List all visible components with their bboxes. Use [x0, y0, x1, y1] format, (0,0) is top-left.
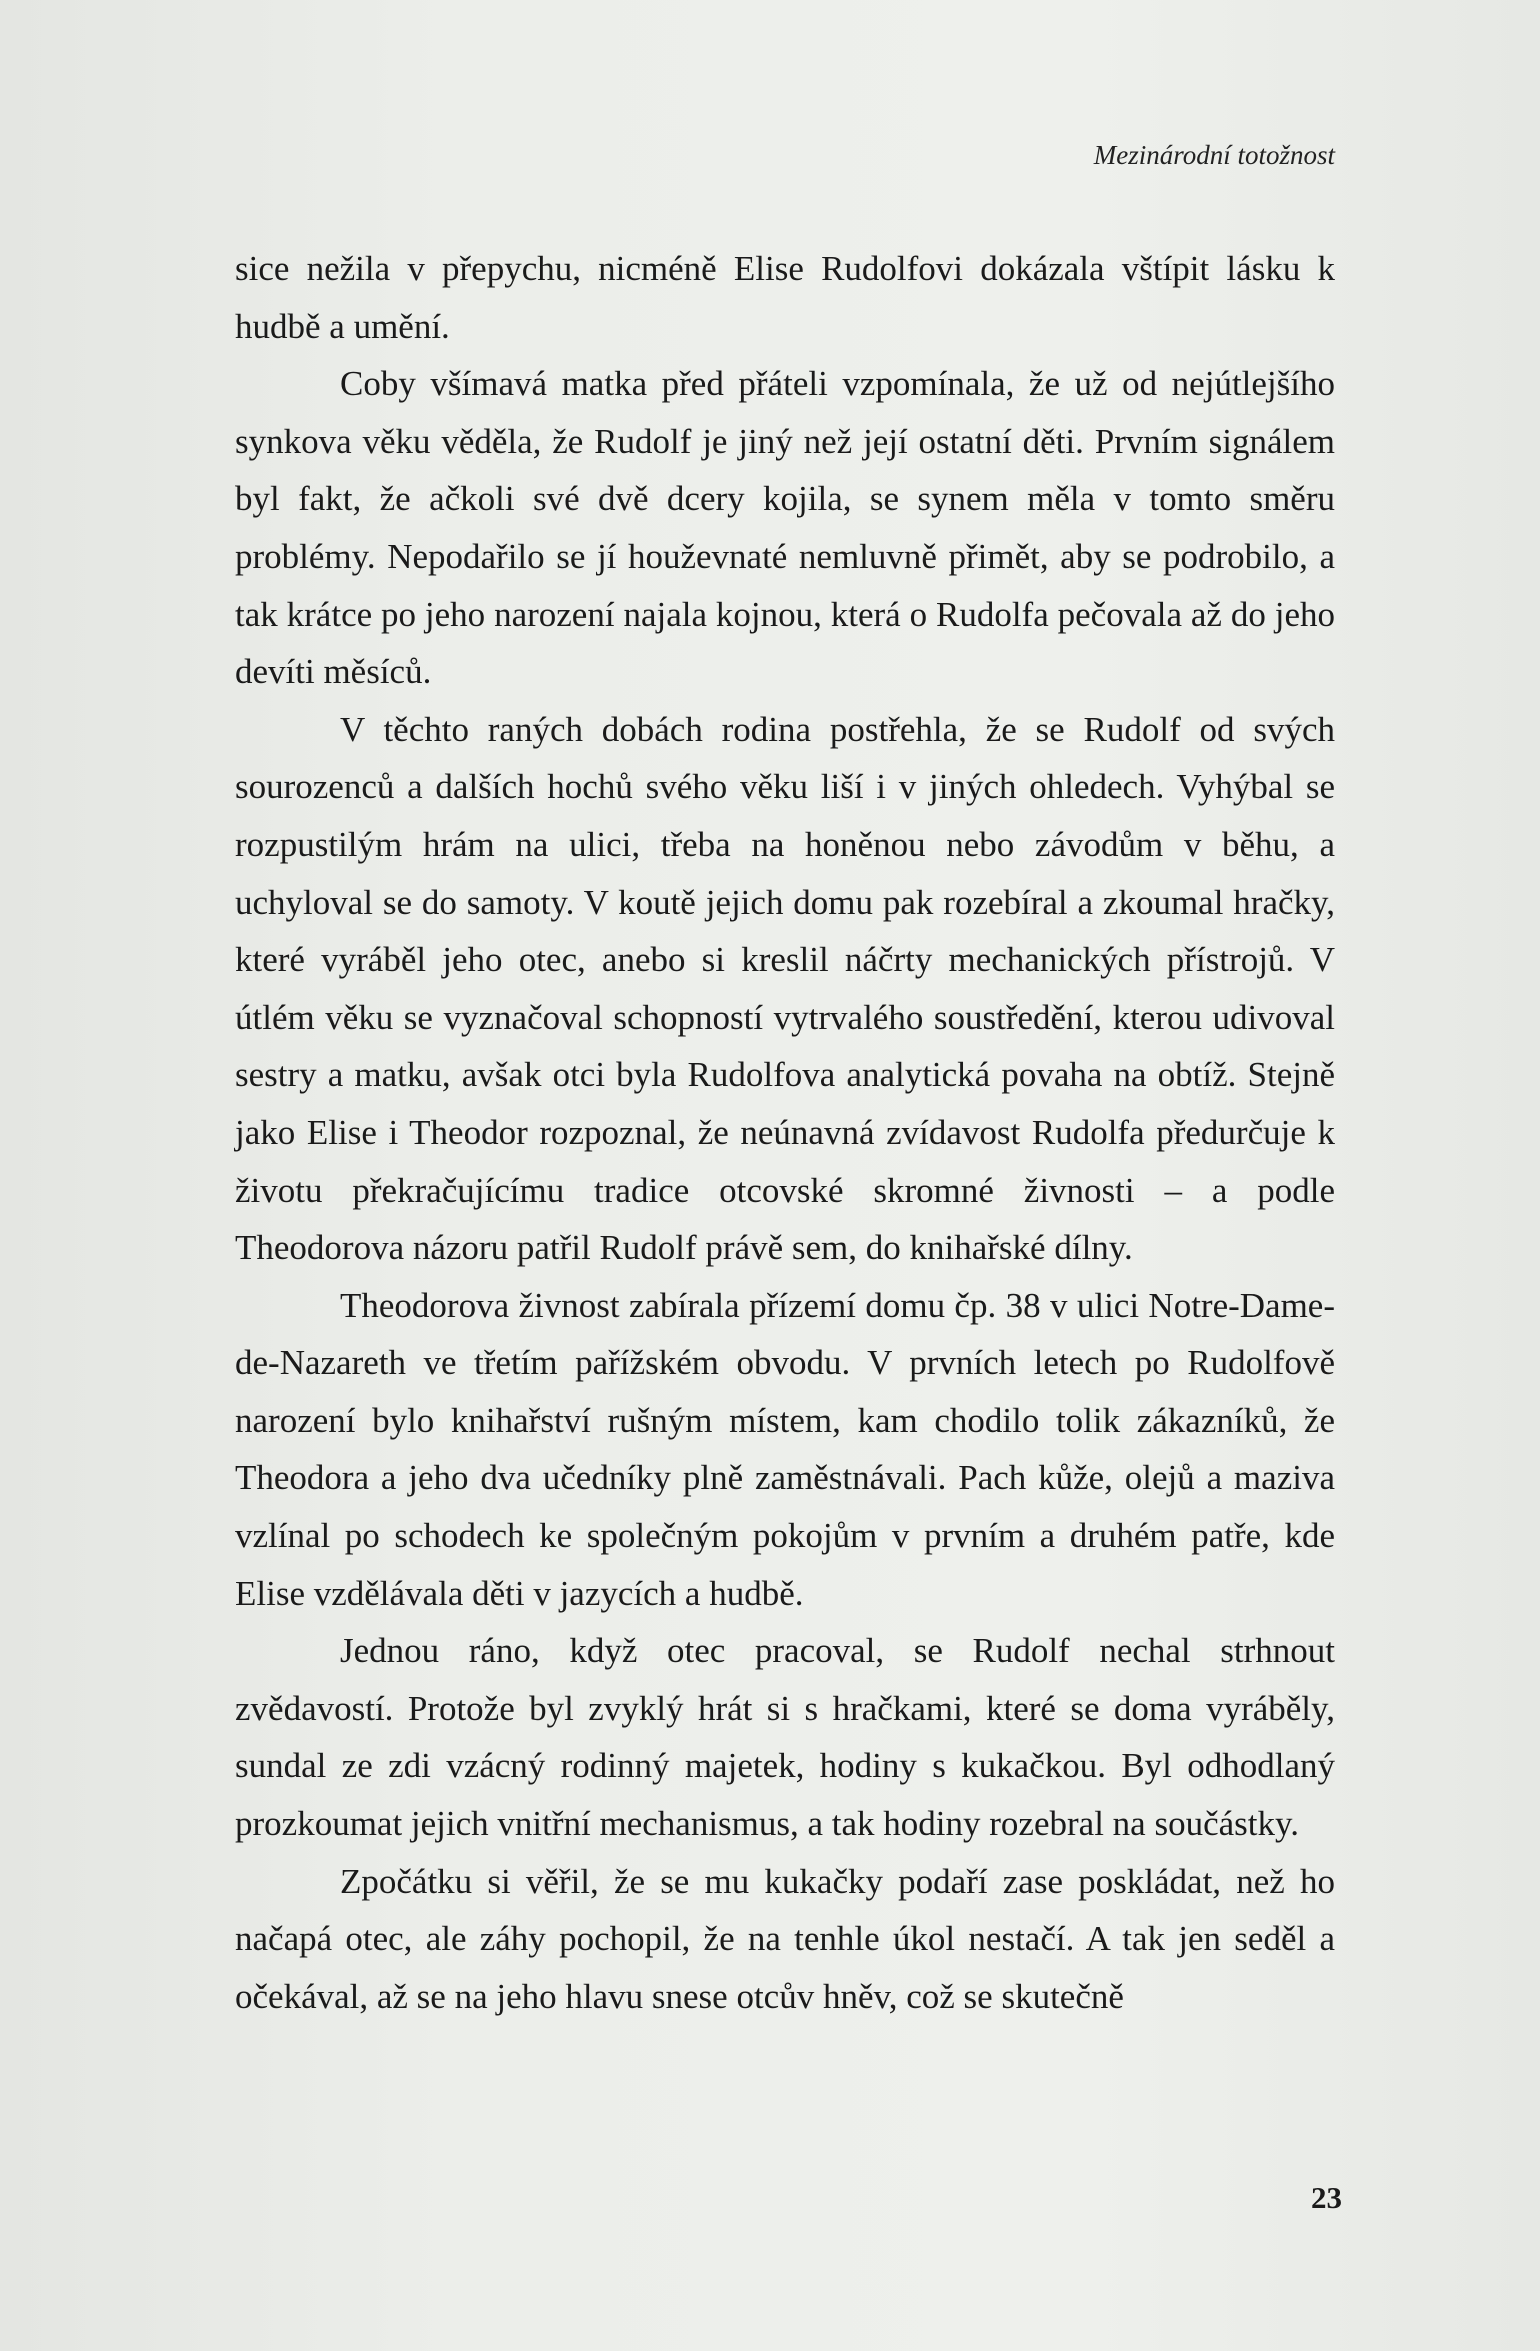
paragraph-5: Jednou ráno, když otec pracoval, se Rudolf nechal strhnout zvědavostí. Protože byl zvyklý hrát si s hračkami, které se doma vyráběly, sundal ze zdi vzácný rodinný majetek, hodiny s kukačkou. Byl odhodlaný prozkoumat jejich vnitřní mechanismus, a tak hodiny rozebral na součástky. — [235, 1631, 1335, 1844]
paragraph-6: Zpočátku si věřil, že se mu kukačky podaří zase poskládat, než ho načapá otec, ale záhy pochopil, že na tenhle úkol nestačí. A tak jen seděl a očekával, až se na jeho hlavu snese otcův hněv, což se skutečně — [235, 1861, 1335, 2016]
paragraph-1: sice nežila v přepychu, nicméně Elise Rudolfovi dokázala vštípit lásku k hudbě a umění. — [235, 249, 1335, 346]
paragraph-2: Coby všímavá matka před přáteli vzpomínala, že už od nejútlejšího synkova věku věděla, že Rudolf je jiný než její ostatní děti. Prvním signálem byl fakt, že ačkoli své dvě dcery kojila, se synem měla v tomto směru problémy. Nepodařilo se jí houževnaté nemluvně přimět, aby se podrobilo, a tak krátce po jeho narození najala kojnou, která o Rudolfa pečovala až do jeho devíti měsíců. — [235, 364, 1335, 692]
running-head: Mezinárodní totožnost — [1093, 140, 1335, 170]
body-text — [235, 240, 1335, 2025]
paragraph-3: V těchto raných dobách rodina postřehla, že se Rudolf od svých sourozenců a dalších hochů svého věku liší i v jiných ohledech. Vyhýbal se rozpustilým hrám na ulici, třeba na honěnou nebo závodům v běhu, a uchyloval se do samoty. V koutě jejich domu pak rozebíral a zkoumal hračky, které vyráběl jeho otec, anebo si kreslil náčrty mechanických přístrojů. V útlém věku se vyznačoval schopností vytrvalého soustředění, kterou udivoval sestry a matku, avšak otci byla Rudolfova analytická povaha na obtíž. Stejně jako Elise i Theodor rozpoznal, že neúnavná zvídavost Rudolfa předurčuje k životu překračujícímu tradice otcovské skromné živnosti – a podle Theodorova názoru patřil Rudolf právě sem, do knihařské dílny. — [235, 709, 1335, 1268]
page-number: 23 — [1311, 2180, 1342, 2215]
paragraph-4: Theodorova živnost zabírala přízemí domu čp. 38 v ulici Notre-Dame-de-Nazareth ve třetím pařížském obvodu. V prvních letech po Rudolfově narození bylo knihařství rušným místem, kam chodilo tolik zákazníků, že Theodora a jeho dva učedníky plně zaměstnávali. Pach kůže, olejů a maziva vzlínal po schodech ke společným pokojům v prvním a druhém patře, kde Elise vzdělávala děti v jazycích a hudbě. — [235, 1285, 1335, 1613]
